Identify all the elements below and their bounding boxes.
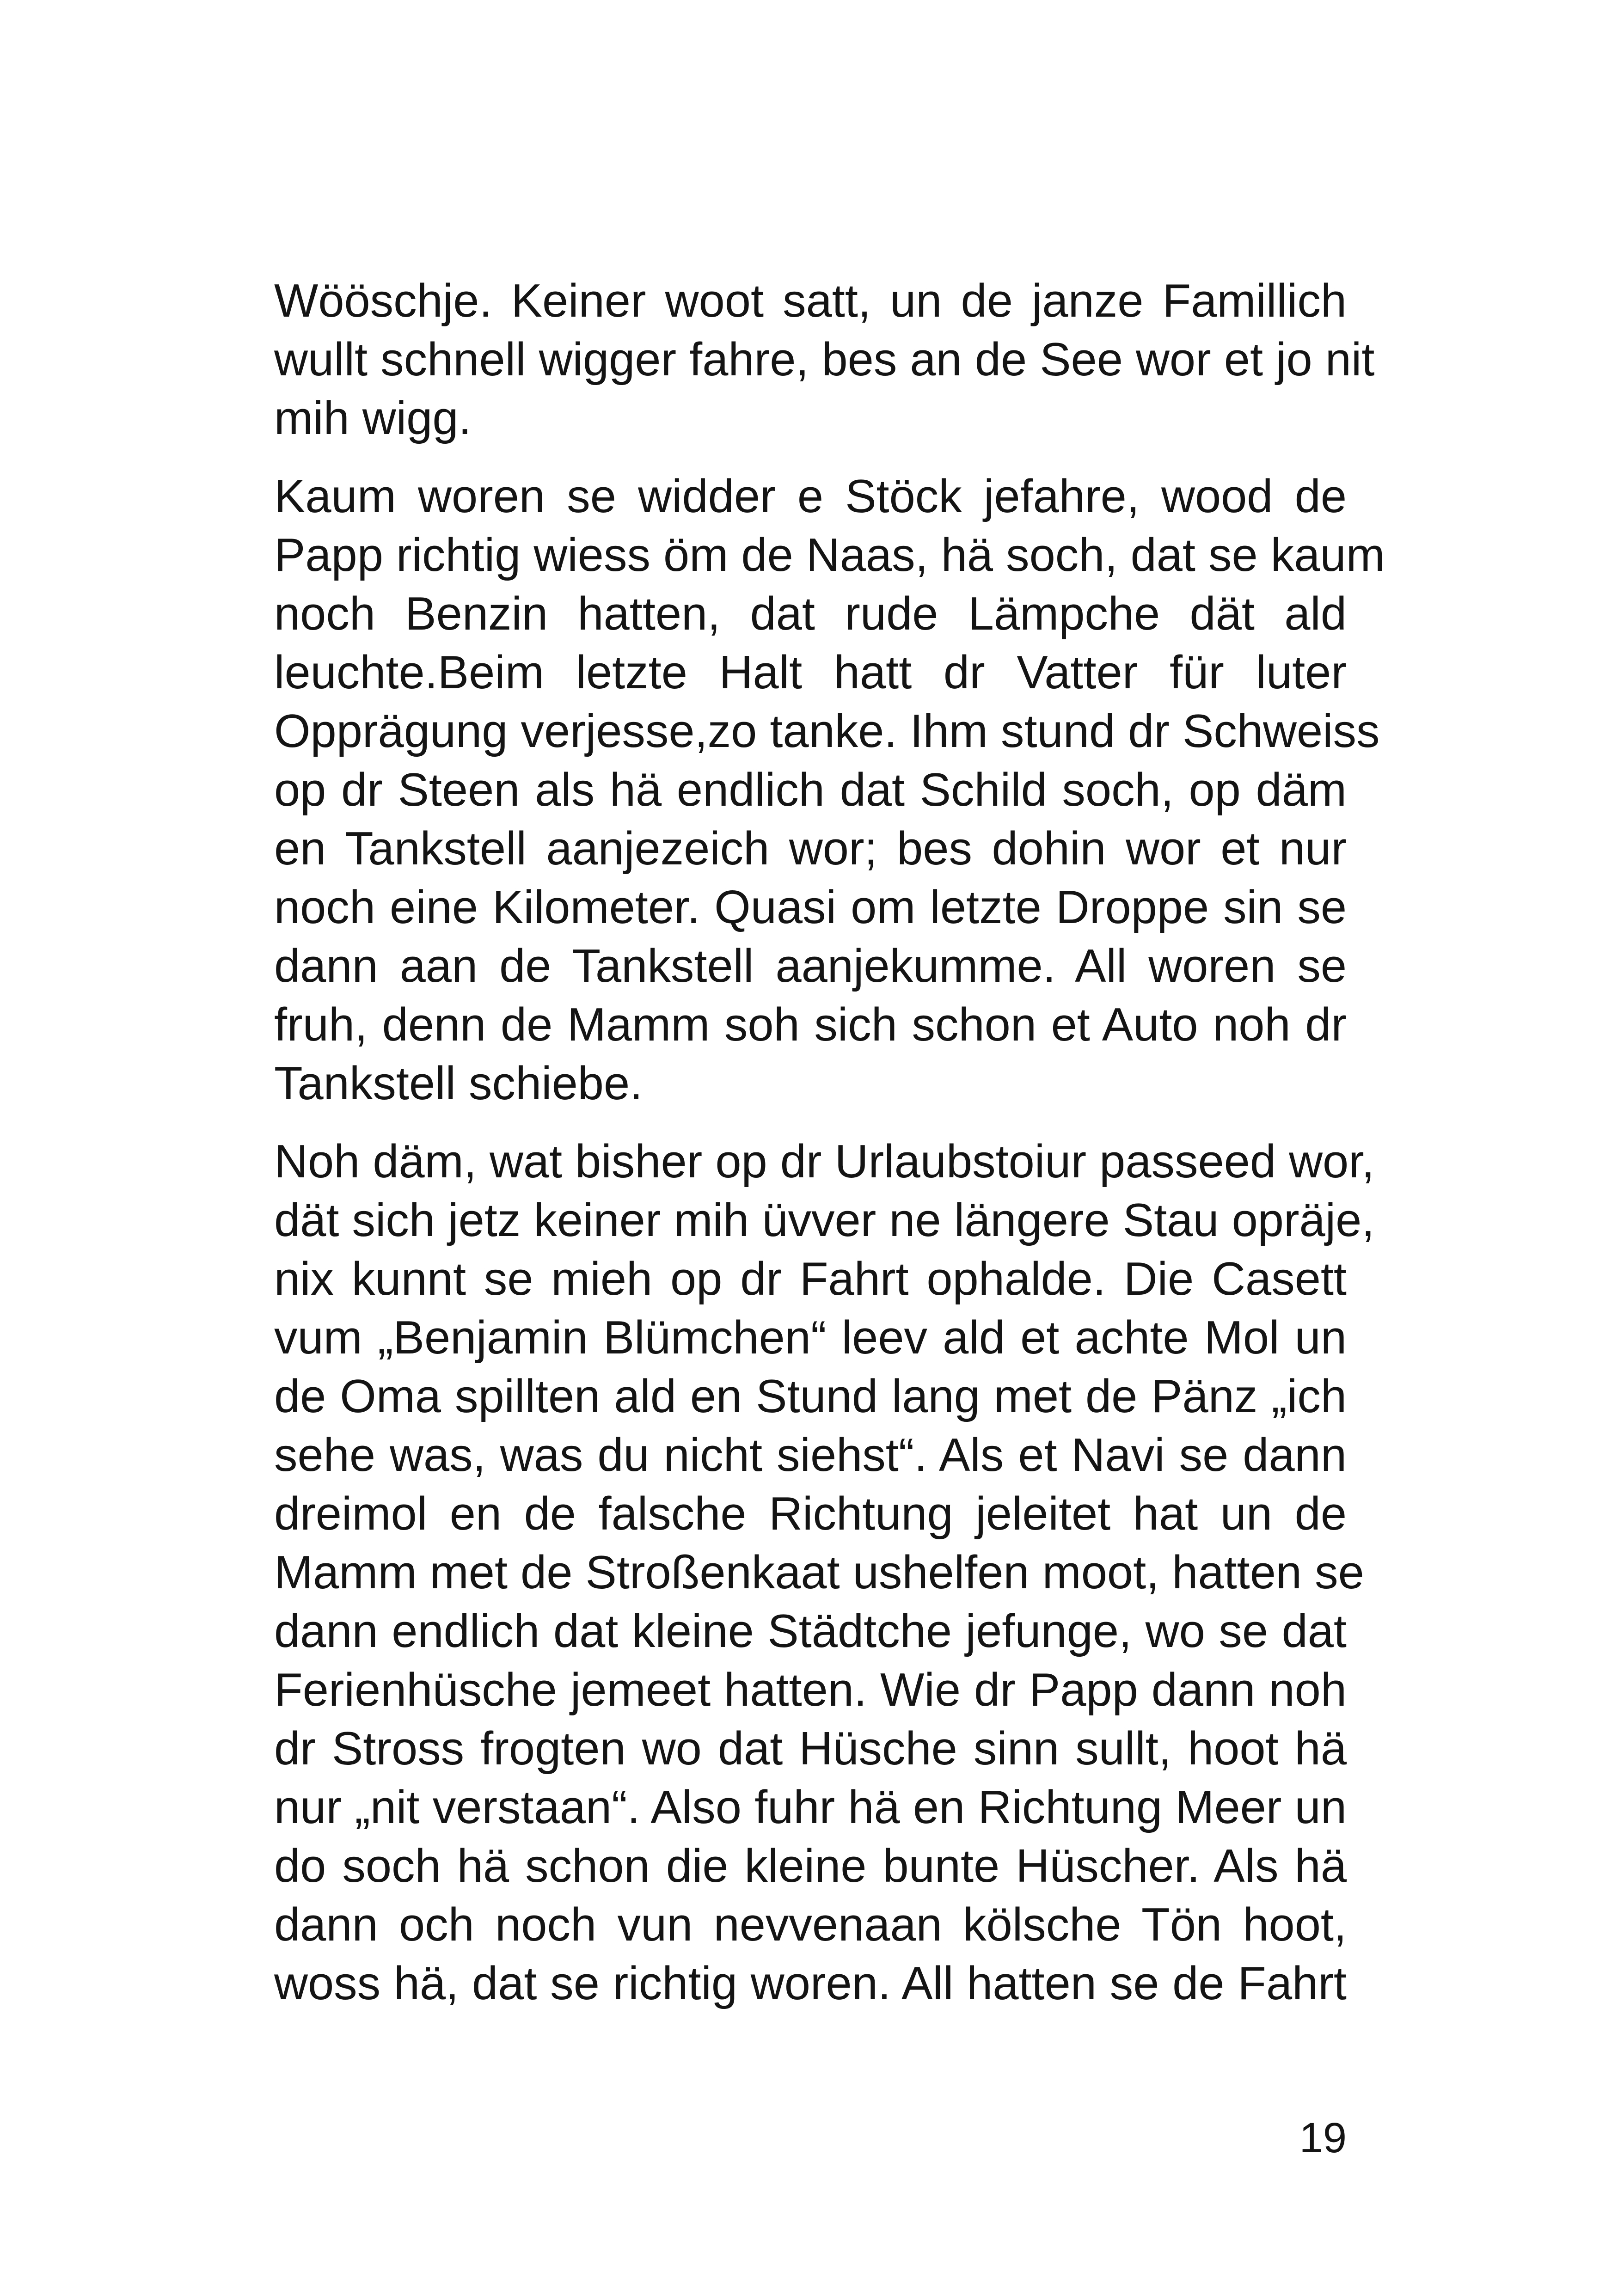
text-line: dreimol en de falsche Richtung jeleitet hat un de	[274, 1488, 1347, 1540]
text-line: do soch hä schon die kleine bunte Hüscher. Als hä	[274, 1840, 1347, 1892]
text-line: Wööschje. Keiner woot satt, un de janze Famillich	[274, 275, 1347, 327]
text-line: Ferienhüsche jemeet hatten. Wie dr Papp dann noh	[274, 1664, 1347, 1716]
text-line: fruh, denn de Mamm soh sich schon et Auto noh dr	[274, 999, 1347, 1051]
paragraph-1	[274, 272, 1375, 448]
paragraph-2	[274, 467, 1385, 1113]
text-line: mih wigg.	[274, 392, 472, 444]
text-line: dann och noch vun nevvenaan kölsche Tön hoot,	[274, 1899, 1347, 1951]
text-line: dann endlich dat kleine Städtche jefunge, wo se dat	[274, 1605, 1347, 1657]
text-line: dät sich jetz keiner mih üvver ne längere Stau opräje,	[274, 1194, 1375, 1246]
paragraph-3	[274, 1133, 1375, 2013]
text-line: Papp richtig wiess öm de Naas, hä soch, dat se kaum	[274, 529, 1385, 581]
body-text	[274, 272, 1385, 2033]
text-line: dr Stross frogten wo dat Hüsche sinn sullt, hoot hä	[274, 1723, 1347, 1775]
text-line: op dr Steen als hä endlich dat Schild soch, op däm	[274, 764, 1347, 816]
text-line: wullt schnell wigger fahre, bes an de See wor et jo nit	[274, 334, 1375, 386]
text-line: sehe was, was du nicht siehst“. Als et Navi se dann	[274, 1429, 1347, 1481]
text-line: woss hä, dat se richtig woren. All hatten se de Fahrt	[274, 1958, 1347, 2009]
text-line: Noh däm, wat bisher op dr Urlaubstoiur passeed wor,	[274, 1136, 1375, 1188]
text-line: de Oma spillten ald en Stund lang met de Pänz „ich	[274, 1371, 1347, 1422]
page-number: 19	[1299, 2114, 1347, 2161]
text-line: nur „nit verstaan“. Also fuhr hä en Richtung Meer un	[274, 1782, 1347, 1833]
text-line: Kaum woren se widder e Stöck jefahre, wood de	[274, 471, 1347, 522]
text-line: dann aan de Tankstell aanjekumme. All woren se	[274, 940, 1347, 992]
text-line: en Tankstell aanjezeich wor; bes dohin wor et nur	[274, 823, 1347, 875]
text-line: Tankstell schiebe.	[274, 1058, 643, 1109]
text-line: noch eine Kilometer. Quasi om letzte Droppe sin se	[274, 882, 1347, 933]
text-line: nix kunnt se mieh op dr Fahrt ophalde. Die Casett	[274, 1253, 1347, 1305]
text-line: vum „Benjamin Blümchen“ leev ald et achte Mol un	[274, 1312, 1347, 1364]
text-line: Opprägung verjesse,zo tanke. Ihm stund dr Schweiss	[274, 705, 1380, 757]
text-line: leuchte.Beim letzte Halt hatt dr Vatter für luter	[274, 647, 1347, 698]
text-line: noch Benzin hatten, dat rude Lämpche dät ald	[274, 588, 1347, 640]
text-line: Mamm met de Stroßenkaat ushelfen moot, hatten se	[274, 1547, 1364, 1598]
